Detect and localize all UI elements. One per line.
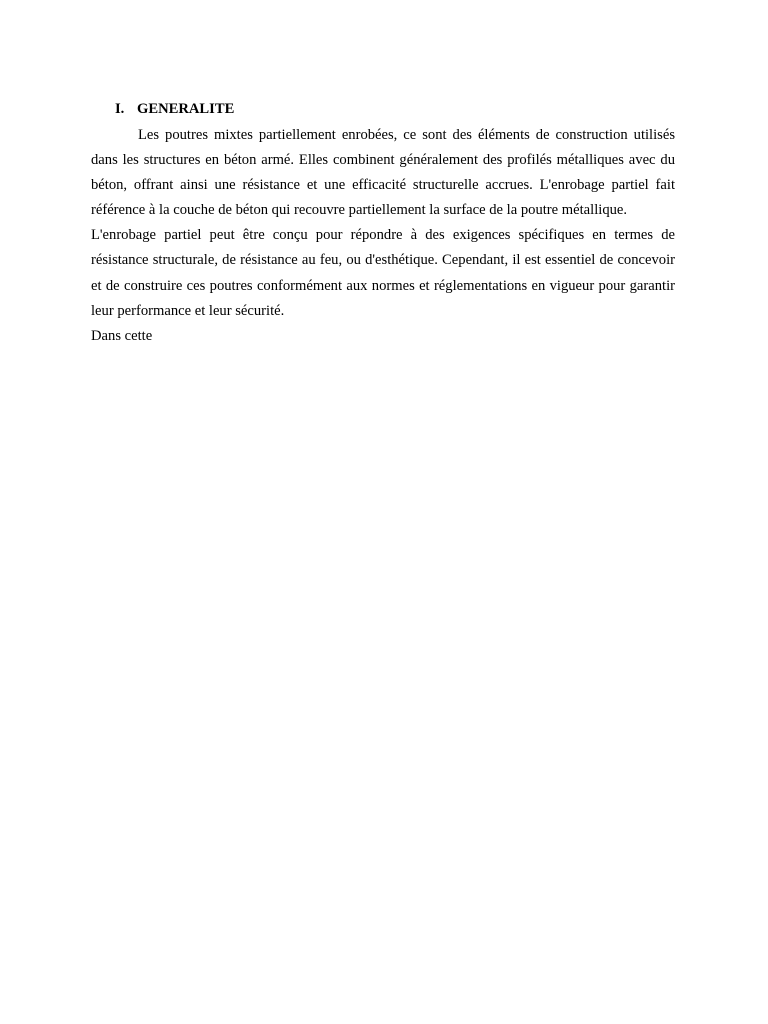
- section-heading: [91, 99, 675, 119]
- paragraph-intro: Les poutres mixtes partiellement enrobées, ce sont des éléments de construction utilisés dans les structures en béton armé. Elles combinent généralement des profilés métalliques avec du béton, offrant ainsi une résistance et une efficacité structurelle accrues. L'enrobage partiel fait référence à la couche de béton qui recouvre partiellement la surface de la poutre métallique.: [91, 127, 675, 219]
- section-title: GENERALITE: [137, 101, 235, 117]
- document-body: [91, 99, 675, 349]
- section-number: I.: [115, 101, 125, 117]
- paragraph-enrobage: L'enrobage partiel peut être conçu pour répondre à des exigences spécifiques en termes de résistance structurale, de résistance au feu, ou d'esthétique. Cependant, il est essentiel de concevoir et de construire ces poutres conformément aux normes et réglementations en vigueur pour garantir leur performance et leur sécurité.: [91, 227, 675, 319]
- paragraph-incomplete: Dans cette: [91, 327, 153, 344]
